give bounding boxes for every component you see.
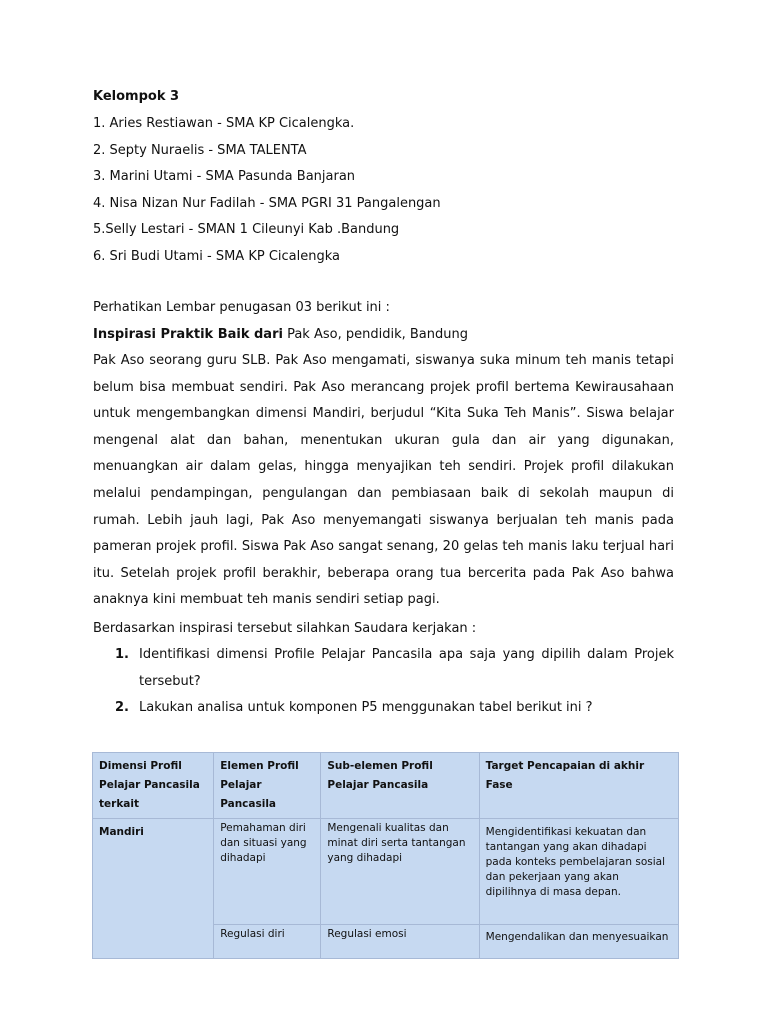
member-4: 4. Nisa Nizan Nur Fadilah - SMA PGRI 31 Pangalengan <box>93 196 441 211</box>
header-sub-elemen: Sub-elemen Profil Pelajar Pancasila <box>321 753 479 819</box>
member-3: 3. Marini Utami - SMA Pasunda Banjaran <box>93 169 356 184</box>
header-target: Target Pencapaian di akhir Fase <box>479 753 678 819</box>
task-intro: Berdasarkan inspirasi tersebut silahkan Saudara kerjakan : <box>93 621 477 636</box>
task-number: 2. <box>115 700 129 715</box>
inspiration-title-rest: Pak Aso, pendidik, Bandung <box>282 327 468 342</box>
task-text: Identifikasi dimensi Profile Pelajar Pancasila apa saja yang dipilih dalam Projek tersebut? <box>139 647 674 689</box>
story-paragraph: Pak Aso seorang guru SLB. Pak Aso mengamati, siswanya suka minum teh manis tetapi belum bisa membuat sendiri. Pak Aso merancang projek profil bertema Kewirausahaan untuk mengembangkan dimensi Mandiri, berjudul “Kita Suka Teh Manis”. Siswa belajar mengenal alat dan bahan, menentukan ukuran gula dan air yang digunakan, menuangkan air dalam gelas, hingga menyajikan teh sendiri. Projek profil dilakukan melalui pendampingan, pengulangan dan pembiasaan baik di sekolah maupun di rumah. Lebih jauh lagi, Pak Aso menyemangati siswanya berjualan teh manis pada pameran projek profil. Siswa Pak Aso sangat senang, 20 gelas teh manis laku terjual hari itu. Setelah projek profil berakhir, beberapa orang tua bercerita pada Pak Aso bahwa anaknya kini membuat teh manis sendiri setiap pagi. <box>93 353 674 608</box>
inspiration-heading <box>93 327 468 342</box>
cell-target: Mengendalikan dan menyesuaikan <box>479 925 678 959</box>
cell-elemen: Regulasi diri <box>214 925 321 959</box>
task-text: Lakukan analisa untuk komponen P5 menggunakan tabel berikut ini ? <box>139 700 593 715</box>
cell-target: Mengidentifikasi kekuatan dan tantangan yang akan dihadapi pada konteks pembelajaran sosial dan pekerjaan yang akan dipilihnya di masa depan. <box>479 819 678 925</box>
instruction-line: Perhatikan Lembar penugasan 03 berikut ini : <box>93 300 390 315</box>
cell-dimensi: Mandiri <box>93 819 214 959</box>
task-item-1 <box>115 642 674 695</box>
cell-sub-elemen: Mengenali kualitas dan minat diri serta tantangan yang dihadapi <box>321 819 479 925</box>
header-elemen: Elemen Profil Pelajar Pancasila <box>214 753 321 819</box>
inspiration-title-bold: Inspirasi Praktik Baik dari <box>93 327 283 342</box>
cell-elemen: Pemahaman diri dan situasi yang dihadapi <box>214 819 321 925</box>
table-header-row <box>93 753 679 819</box>
p5-analysis-table <box>92 752 679 959</box>
task-number: 1. <box>115 647 129 662</box>
member-5: 5.Selly Lestari - SMAN 1 Cileunyi Kab .Bandung <box>93 222 400 237</box>
header-dimensi: Dimensi Profil Pelajar Pancasila terkait <box>93 753 214 819</box>
member-2: 2. Septy Nuraelis - SMA TALENTA <box>93 143 307 158</box>
member-1: 1. Aries Restiawan - SMA KP Cicalengka. <box>93 116 355 131</box>
member-6: 6. Sri Budi Utami - SMA KP Cicalengka <box>93 249 340 264</box>
group-title: Kelompok 3 <box>93 89 180 104</box>
table-row <box>93 819 679 925</box>
cell-sub-elemen: Regulasi emosi <box>321 925 479 959</box>
task-item-2 <box>115 695 674 722</box>
